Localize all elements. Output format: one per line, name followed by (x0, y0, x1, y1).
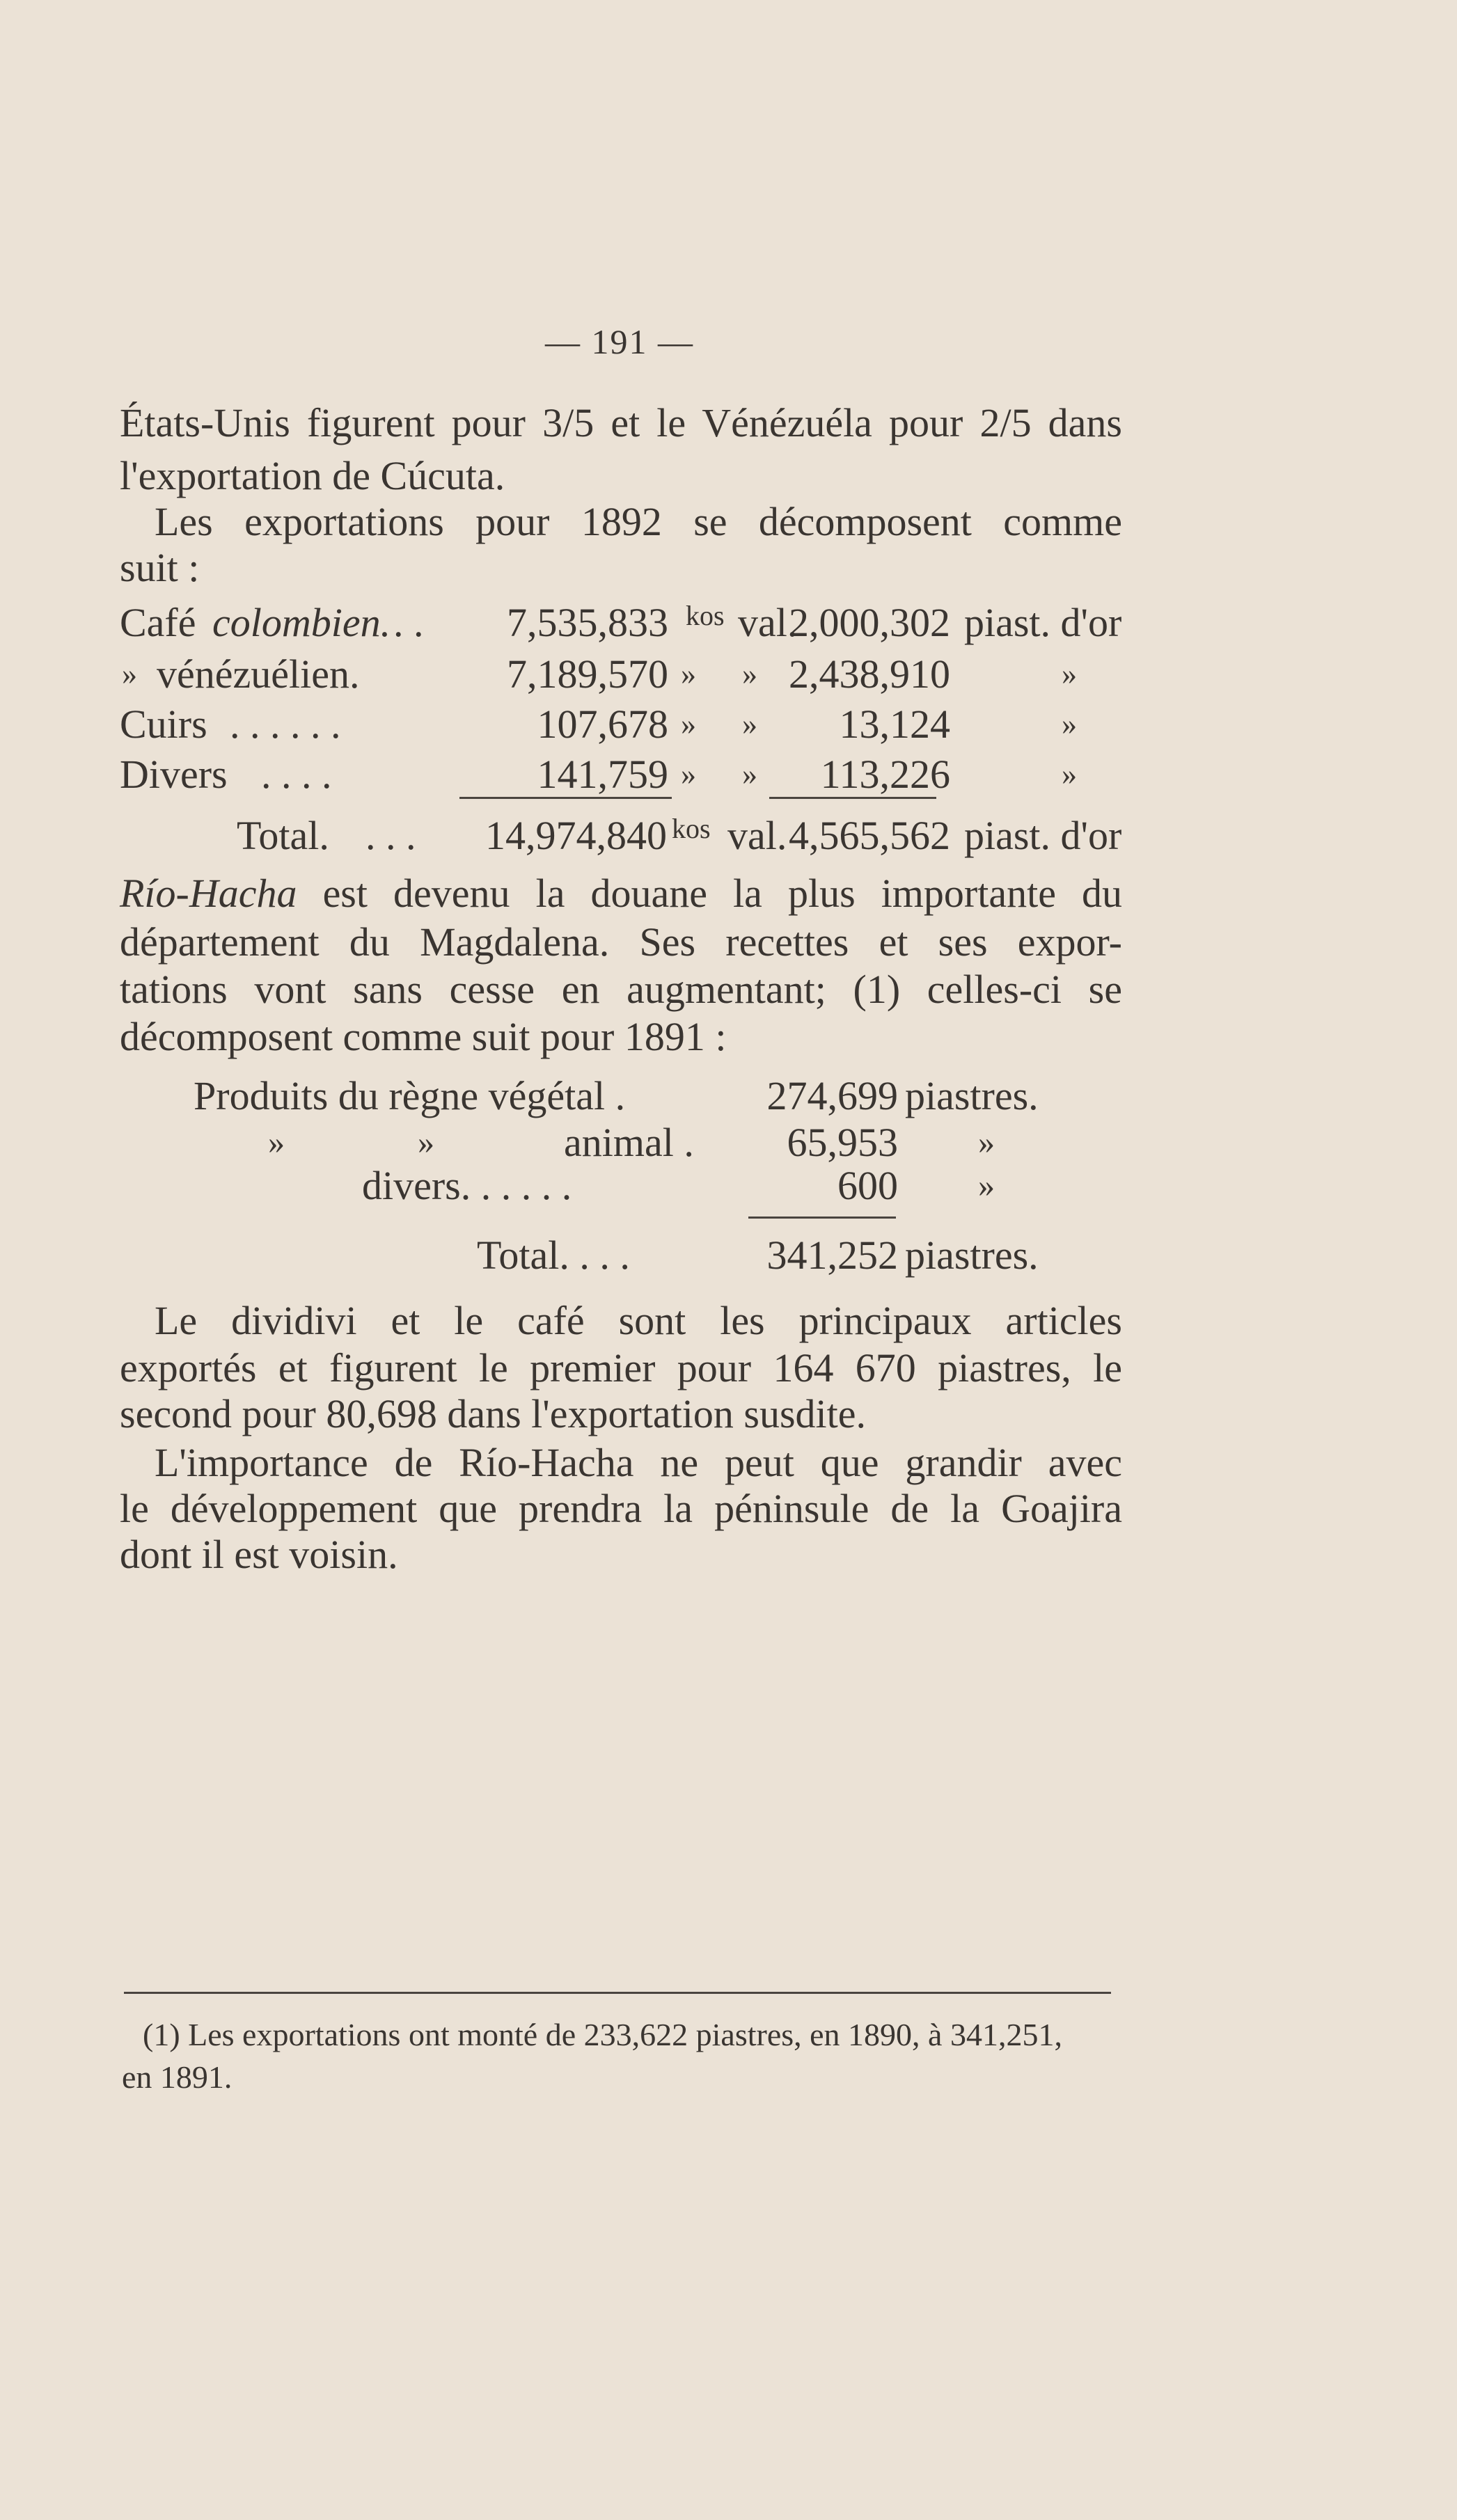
para-importance-line-2: le développement que prendra la péninsule de la Goajira (120, 1486, 1122, 1531)
product-name: Divers (120, 752, 228, 797)
leader-dots: . . . (365, 813, 416, 858)
unit-label: kos (672, 813, 711, 844)
currency-label: piast. d'or (964, 600, 1122, 645)
ditto-mark: » (418, 1124, 434, 1161)
para-1892-line-1: Les exportations pour 1892 se décomposent comme (155, 499, 1122, 544)
currency-ditto: » (1062, 757, 1077, 791)
product-qualifier: vénézuélien. (157, 651, 360, 697)
para-rio-line-4: décomposent comme suit pour 1891 : (120, 1014, 727, 1059)
kilos-value: 141,759 (537, 752, 668, 797)
value-amount: 2,000,302 (789, 600, 950, 645)
footnote-line-2: en 1891. (122, 2059, 233, 2095)
para-dividivi-line-1: Le dividivi et le café sont les principaux articles (155, 1298, 1122, 1343)
para-rio-line-2: département du Magdalena. Ses recettes et ses expor- (120, 919, 1122, 965)
para-importance-line-1: L'importance de Río-Hacha ne peut que grandir avec (155, 1440, 1122, 1485)
val-label: val. (738, 600, 798, 645)
val-ditto: » (742, 657, 757, 691)
unit-ditto: » (681, 657, 696, 691)
row-label: animal . (564, 1120, 694, 1165)
row-value: 65,953 (787, 1120, 898, 1165)
row-unit: piastres. (905, 1073, 1039, 1118)
leader-dots: . . . . (261, 752, 332, 797)
value-amount: 2,438,910 (789, 651, 950, 697)
leader-dots: . . (393, 600, 424, 645)
currency-label: piast. d'or (964, 813, 1122, 858)
unit-label: kos (686, 600, 725, 631)
unit-ditto: » (681, 757, 696, 791)
kilos-value: 107,678 (537, 702, 668, 747)
para-rio-line-3: tations vont sans cesse en augmentant; (1) celles-ci se (120, 967, 1122, 1012)
total-label: Total. (237, 813, 329, 858)
total-label: Total. . . . (477, 1233, 630, 1278)
sum-rule-kilos (459, 797, 672, 799)
ditto-mark: » (268, 1124, 285, 1161)
footnote-separator (124, 1992, 1111, 1994)
para-rio-line-1 (120, 867, 1122, 920)
currency-ditto: » (1062, 707, 1077, 741)
row-value: 274,699 (766, 1073, 898, 1118)
row-label: Produits du règne végétal . (194, 1073, 626, 1118)
para-dividivi-line-2: exportés et figurent le premier pour 164 670 piastres, le (120, 1345, 1122, 1390)
total-unit: piastres. (905, 1233, 1039, 1278)
kilos-value: 7,535,833 (507, 600, 668, 645)
intro-line-2: l'exportation de Cúcuta. (120, 453, 505, 498)
para-dividivi-line-3: second pour 80,698 dans l'exportation susdite. (120, 1391, 867, 1436)
para-1892-line-2: suit : (120, 545, 200, 590)
row-value: 600 (837, 1163, 898, 1208)
sum-rule (748, 1217, 896, 1219)
ditto-mark: » (122, 657, 137, 691)
total-value: 341,252 (766, 1233, 898, 1278)
row-label: divers. . . . . . (362, 1163, 572, 1208)
para-rio-line-1-text: est devenu la douane la plus importante du (322, 871, 1123, 916)
value-amount: 113,226 (820, 752, 950, 797)
footnote-line-1: (1) Les exportations ont monté de 233,622 piastres, en 1890, à 341,251, (143, 2017, 1062, 2052)
leader-dots: . . . . . . (230, 702, 341, 747)
row-unit-ditto: » (978, 1167, 995, 1204)
total-kilos: 14,974,840 (485, 813, 667, 858)
place-name: Río-Hacha (120, 871, 297, 916)
product-qualifier: colombien. (212, 600, 391, 645)
value-amount: 13,124 (839, 702, 950, 747)
unit-ditto: » (681, 707, 696, 741)
total-value: 4,565,562 (789, 813, 950, 858)
kilos-value: 7,189,570 (507, 651, 668, 697)
product-name: Café (120, 600, 196, 645)
val-label: val. (727, 813, 787, 858)
val-ditto: » (742, 757, 757, 791)
val-ditto: » (742, 707, 757, 741)
para-importance-line-3: dont il est voisin. (120, 1532, 398, 1577)
product-name: Cuirs (120, 702, 207, 747)
currency-ditto: » (1062, 657, 1077, 691)
page-number: — 191 — (545, 322, 694, 361)
sum-rule-value (769, 797, 936, 799)
row-unit-ditto: » (978, 1124, 995, 1161)
intro-line-1: États-Unis figurent pour 3/5 et le Vénézuéla pour 2/5 dans (120, 400, 1122, 445)
